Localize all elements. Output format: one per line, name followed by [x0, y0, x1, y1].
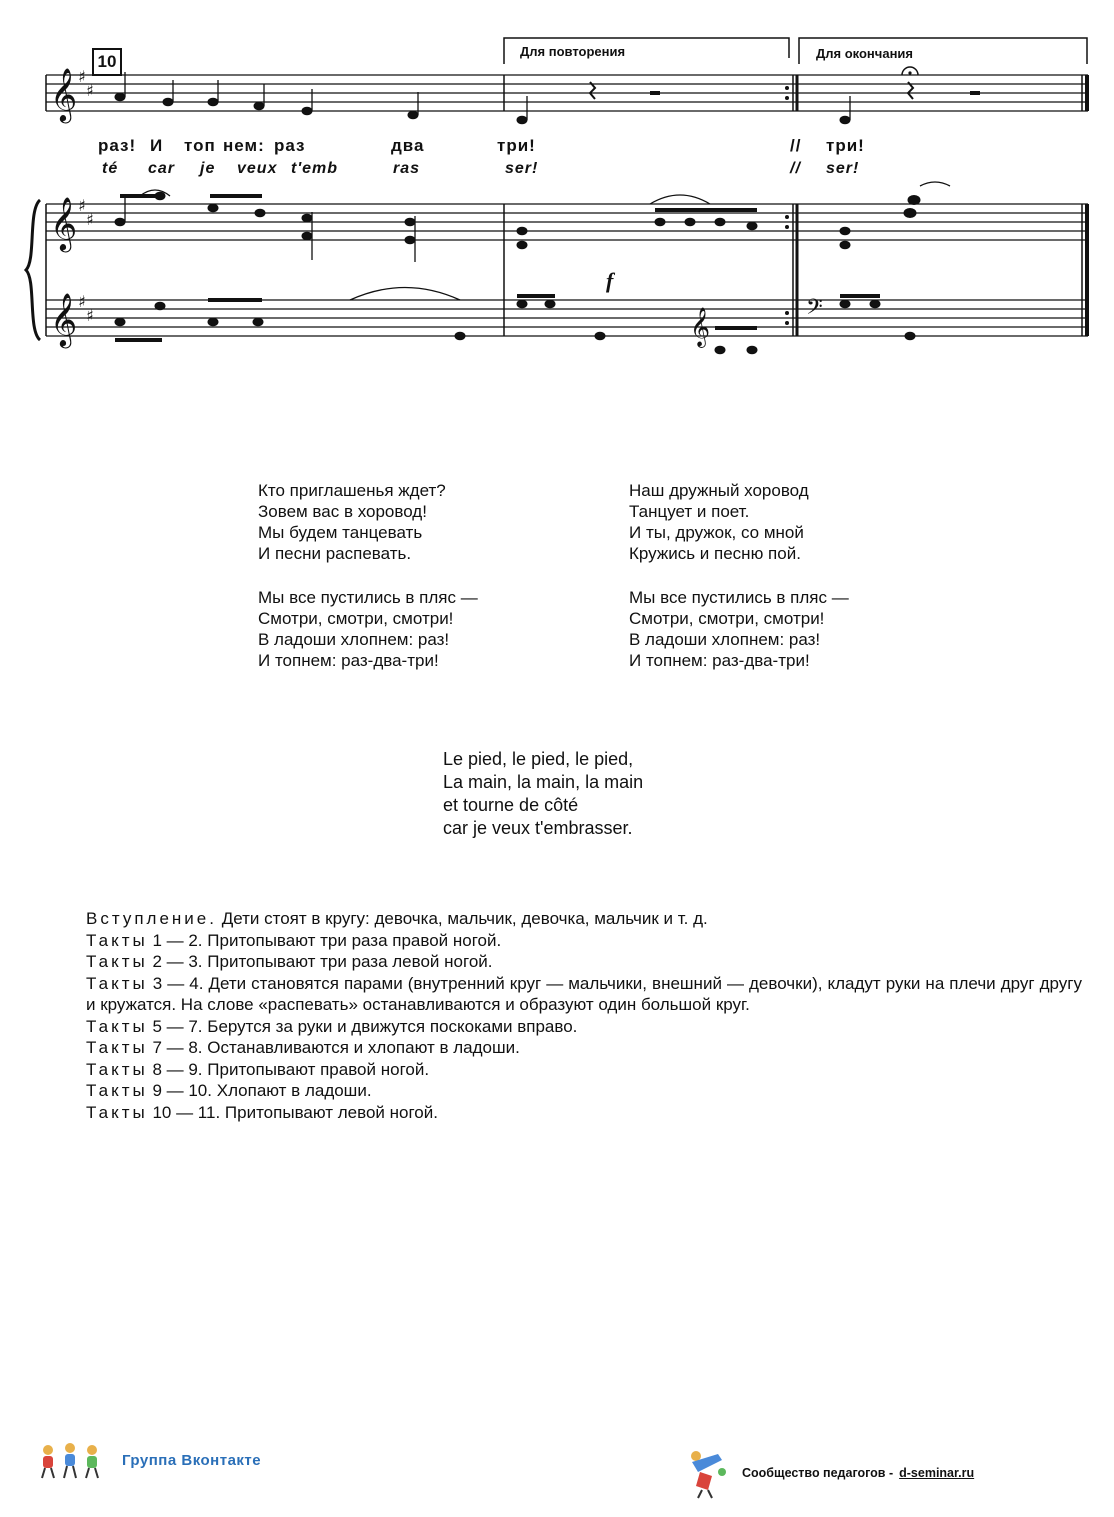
- verse-line: В ладоши хлопнем: раз!: [258, 630, 450, 649]
- instruction-line: [86, 1102, 1082, 1124]
- instruction-line: [86, 1016, 1082, 1038]
- volta-label-ending: Для окончания: [816, 46, 913, 61]
- instruction-text: Притопывают три раза правой ногой.: [207, 930, 502, 950]
- instruction-term: Такты: [86, 1038, 148, 1057]
- verse-line: И топнем: раз-два-три!: [629, 651, 810, 670]
- treble-clef-icon: 𝄞: [50, 67, 78, 121]
- verse-line: И ты, дружок, со мной: [629, 523, 804, 542]
- lyric-divider: //: [790, 136, 802, 155]
- verse-line: Смотри, смотри, смотри!: [629, 609, 825, 628]
- brace: [26, 200, 40, 340]
- key-signatures: [78, 67, 94, 325]
- instruction-line: [86, 930, 1082, 952]
- repeat-dots: [785, 86, 789, 325]
- vk-group-label[interactable]: Группа Вконтакте: [122, 1451, 262, 1469]
- instruction-range: 8 — 9.: [152, 1059, 203, 1079]
- instruction-range: 10 — 11.: [152, 1102, 221, 1122]
- verse-line: Мы все пустились в пляс —: [629, 588, 849, 607]
- lyric-syllable: два: [391, 136, 425, 155]
- instruction-text: Притопывают левой ногой.: [224, 1102, 438, 1122]
- lyric-syllable: ras: [393, 160, 421, 177]
- lyric-syllable: раз: [274, 136, 306, 155]
- instruction-range: 9 — 10.: [152, 1081, 212, 1100]
- dynamic-forte: f: [606, 268, 614, 293]
- instruction-range: 7 — 8.: [152, 1038, 203, 1057]
- verse-line: car je veux t'embrasser.: [443, 818, 633, 838]
- instruction-term: Такты: [86, 973, 148, 993]
- verse-line: И песни распевать.: [258, 544, 412, 563]
- svg-text:♯: ♯: [78, 196, 86, 215]
- verse-line: Мы все пустились в пляс —: [258, 588, 478, 607]
- instruction-text: Дети становятся парами (внутренний круг — мальчики, внешний — девочки), кладут руки на плечи друг другу и кружатся. На слове «распевать» останавливаются и образуют один большой круг.: [86, 973, 1082, 1014]
- instruction-range: 2 — 3.: [152, 952, 203, 971]
- instruction-range: 1 — 2.: [152, 930, 203, 950]
- instruction-text: Останавливаются и хлопают в ладоши.: [207, 1038, 520, 1057]
- verse-line: Le pied, le pied, le pied,: [443, 749, 634, 769]
- verse-line: Мы будем танцевать: [258, 523, 423, 542]
- verse-ru-left: [258, 480, 478, 671]
- verse-line: И топнем: раз-два-три!: [258, 651, 439, 670]
- bar-lines: [46, 75, 1087, 336]
- lyric-syllable: veux: [237, 160, 278, 177]
- lyric-syllable: топ: [184, 136, 216, 155]
- verse-line: Танцует и поет.: [629, 502, 750, 521]
- volta-label-repeat: Для повторения: [520, 44, 626, 59]
- dance-instructions: [86, 908, 1082, 1123]
- instruction-text: Берутся за руки и движутся поскоками вправо.: [207, 1016, 578, 1036]
- verse-line: Кружись и песню пой.: [629, 544, 801, 563]
- instruction-range: 3 — 4.: [152, 973, 204, 993]
- verse-line: В ладоши хлопнем: раз!: [629, 630, 821, 649]
- instruction-term: Такты: [86, 1016, 148, 1036]
- verse-line: Смотри, смотри, смотри!: [258, 609, 454, 628]
- lyric-syllable: три!: [826, 136, 865, 155]
- instruction-text: Хлопают в ладоши.: [216, 1081, 372, 1100]
- lyric-syllable: ser!: [505, 160, 539, 177]
- instruction-line: [86, 951, 1082, 973]
- svg-text:♯: ♯: [78, 67, 86, 86]
- verse-line: Кто приглашенья ждет?: [258, 481, 446, 500]
- verse-fr: [443, 748, 643, 840]
- piano-bass-notes: [115, 288, 915, 354]
- treble-clef-icon: 𝄞: [50, 196, 78, 250]
- svg-text:♯: ♯: [78, 292, 86, 311]
- verse-line: Зовем вас в хоровод!: [258, 502, 427, 521]
- verse-line: Наш дружный хоровод: [629, 481, 809, 500]
- instruction-text: Притопывают правой ногой.: [207, 1059, 430, 1079]
- svg-text:♯: ♯: [86, 306, 94, 325]
- instruction-term: Вступление.: [86, 909, 217, 928]
- lyric-syllable: ser!: [826, 160, 860, 177]
- piano-bass-staff: [46, 300, 1088, 336]
- lyric-syllable: té: [102, 160, 119, 177]
- instruction-line: [86, 908, 1082, 930]
- instruction-line: [86, 1037, 1082, 1059]
- instruction-text: Дети стоят в кругу: девочка, мальчик, девочка, мальчик и т. д.: [221, 909, 708, 928]
- clefs: [50, 67, 823, 348]
- instruction-line: [86, 1080, 1082, 1102]
- community-label: Сообщество педагогов -: [742, 1466, 894, 1480]
- verse-ru-right: [629, 480, 849, 671]
- lyric-syllable: три!: [497, 136, 536, 155]
- instruction-term: Такты: [86, 1059, 148, 1079]
- lyric-syllable: нем:: [223, 136, 265, 155]
- lyric-syllable: раз!: [98, 136, 137, 155]
- instruction-term: Такты: [86, 1102, 148, 1122]
- lyric-syllable: t'emb: [291, 160, 339, 177]
- treble-clef-icon: 𝄞: [50, 292, 78, 346]
- instruction-term: Такты: [86, 930, 148, 950]
- lyric-syllable: je: [200, 160, 216, 177]
- instruction-term: Такты: [86, 952, 148, 971]
- measure-number: 10: [92, 48, 122, 76]
- site-link[interactable]: d-seminar.ru: [899, 1466, 975, 1480]
- instruction-term: Такты: [86, 1081, 148, 1100]
- bass-clef-icon: 𝄢: [806, 295, 823, 325]
- vk-group-link[interactable]: [36, 1440, 261, 1480]
- kids-logo-icon: [36, 1440, 108, 1480]
- svg-text:♯: ♯: [86, 81, 94, 100]
- verse-line: La main, la main, la main: [443, 772, 644, 792]
- lyric-divider: //: [790, 160, 801, 177]
- lyric-syllable: car: [148, 160, 176, 177]
- treble-clef-icon: 𝄞: [690, 307, 711, 347]
- community-credit: [682, 1446, 974, 1500]
- instruction-text: Притопывают три раза левой ногой.: [207, 952, 493, 971]
- teachers-logo-icon: [682, 1446, 736, 1500]
- lyric-syllable: И: [150, 136, 164, 155]
- piano-treble-staff: [46, 204, 1088, 240]
- instruction-line: [86, 1059, 1082, 1081]
- instruction-range: 5 — 7.: [152, 1016, 203, 1036]
- instruction-line: [0, 973, 1082, 1016]
- verse-line: et tourne de côté: [443, 795, 579, 815]
- voice-staff: [46, 75, 1088, 111]
- svg-text:♯: ♯: [86, 210, 94, 229]
